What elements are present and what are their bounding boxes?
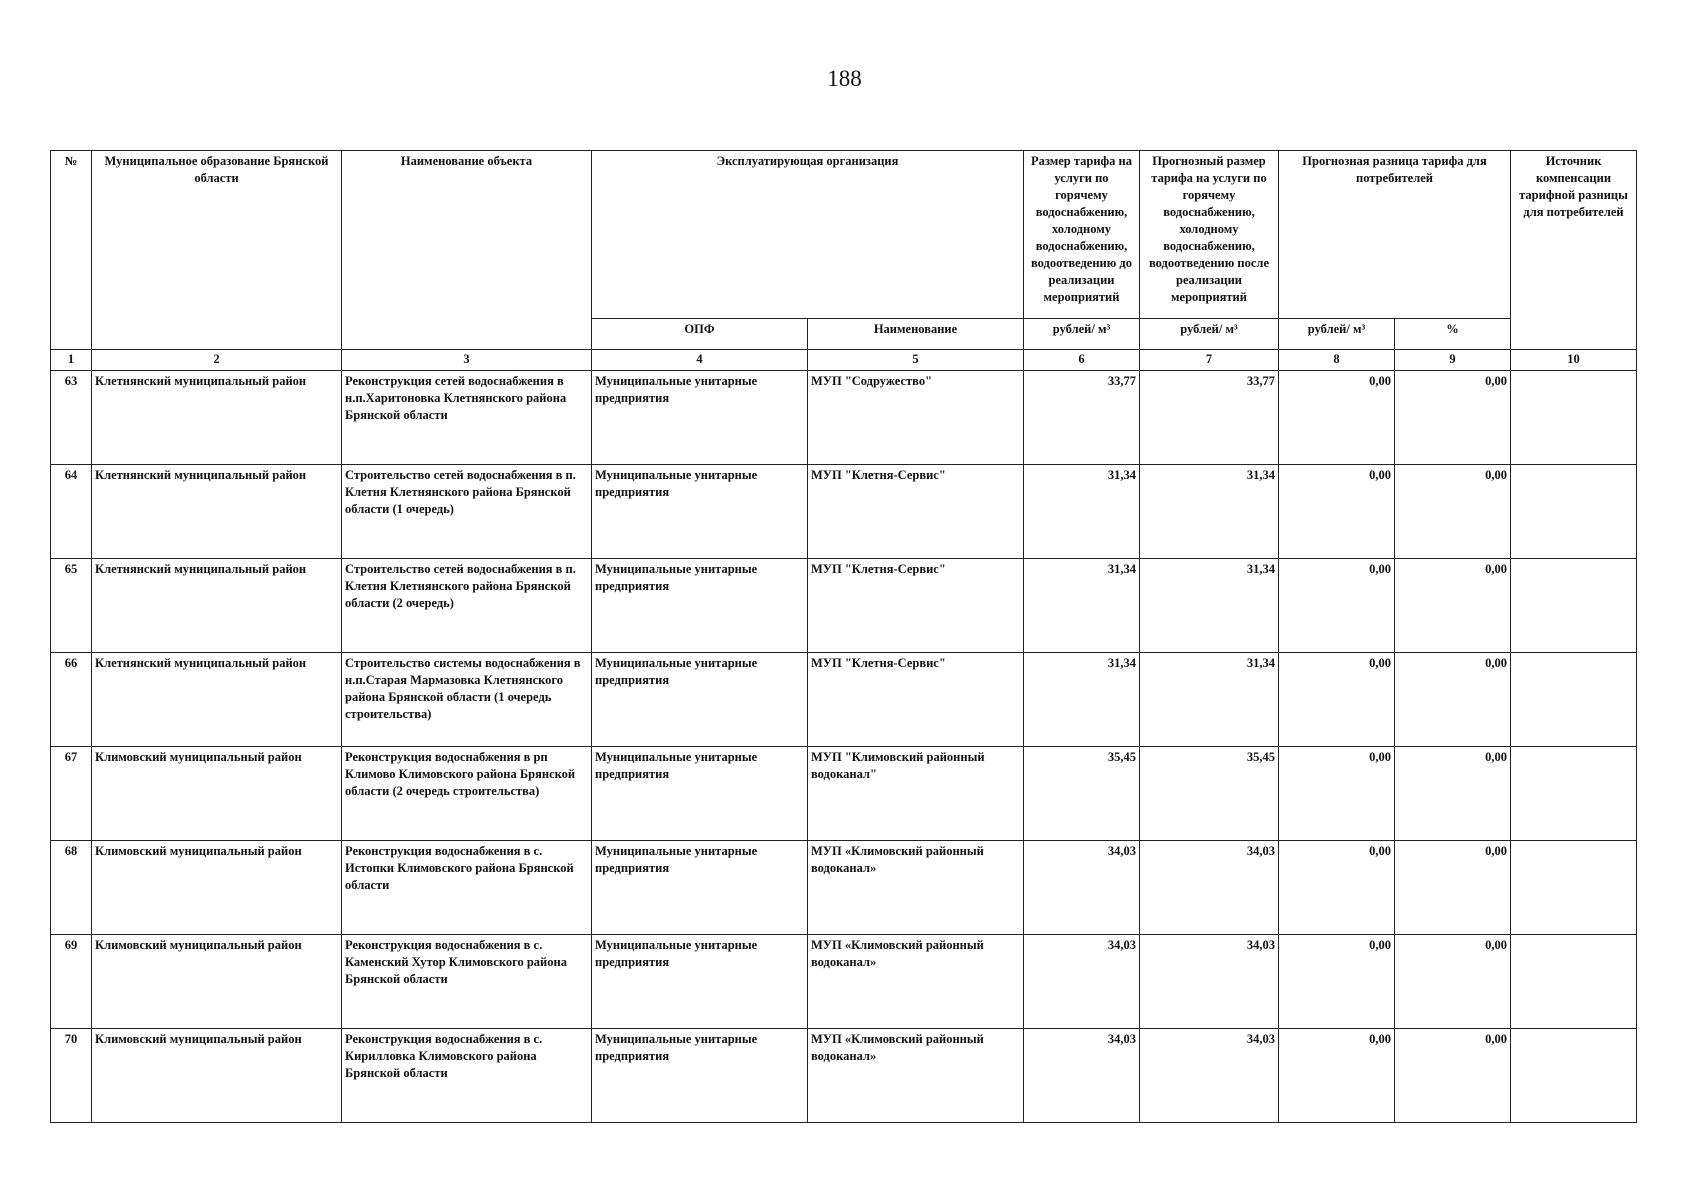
diff-rub-cell: 0,00 <box>1279 653 1395 747</box>
diff-rub-cell: 0,00 <box>1279 465 1395 559</box>
diff-pct-cell: 0,00 <box>1395 371 1511 465</box>
table-row <box>51 935 1637 1029</box>
object-name-cell: Строительство сетей водоснабжения в п. Клетня Клетнянского района Брянской области (1 очередь) <box>342 465 592 559</box>
diff-pct-cell: 0,00 <box>1395 559 1511 653</box>
row-number: 66 <box>51 653 92 747</box>
opf-cell: Муниципальные унитарные предприятия <box>592 1029 808 1123</box>
diff-pct-cell: 0,00 <box>1395 1029 1511 1123</box>
row-number: 63 <box>51 371 92 465</box>
row-number: 64 <box>51 465 92 559</box>
header-row-main <box>51 151 1637 319</box>
header-unit-rub-7: рублей/ м³ <box>1140 319 1279 350</box>
table-row <box>51 747 1637 841</box>
header-org-name: Наименование <box>808 319 1024 350</box>
diff-pct-cell: 0,00 <box>1395 841 1511 935</box>
column-number: 6 <box>1024 350 1140 371</box>
municipality-cell: Клетнянский муниципальный район <box>92 559 342 653</box>
table-row <box>51 1029 1637 1123</box>
table-row <box>51 371 1637 465</box>
opf-cell: Муниципальные унитарные предприятия <box>592 653 808 747</box>
opf-cell: Муниципальные унитарные предприятия <box>592 559 808 653</box>
column-numbers-row <box>51 350 1637 371</box>
table-row <box>51 559 1637 653</box>
source-cell <box>1511 653 1637 747</box>
object-name-cell: Реконструкция водоснабжения в с. Каменский Хутор Климовского района Брянской области <box>342 935 592 1029</box>
header-unit-rub-8: рублей/ м³ <box>1279 319 1395 350</box>
column-number: 1 <box>51 350 92 371</box>
diff-rub-cell: 0,00 <box>1279 1029 1395 1123</box>
header-num: № <box>51 151 92 350</box>
tariff-after-cell: 31,34 <box>1140 559 1279 653</box>
diff-pct-cell: 0,00 <box>1395 653 1511 747</box>
source-cell <box>1511 559 1637 653</box>
tariff-table <box>50 150 1637 1123</box>
tariff-after-cell: 34,03 <box>1140 841 1279 935</box>
page-number: 188 <box>827 66 862 91</box>
municipality-cell: Климовский муниципальный район <box>92 1029 342 1123</box>
diff-rub-cell: 0,00 <box>1279 841 1395 935</box>
tariff-after-cell: 31,34 <box>1140 653 1279 747</box>
object-name-cell: Реконструкция водоснабжения в с. Истопки Климовского района Брянской области <box>342 841 592 935</box>
opf-cell: Муниципальные унитарные предприятия <box>592 841 808 935</box>
object-name-cell: Строительство системы водоснабжения в н.п.Старая Мармазовка Клетнянского района Брянской области (1 очередь строительства) <box>342 653 592 747</box>
object-name-cell: Строительство сетей водоснабжения в п. Клетня Клетнянского района Брянской области (2 очередь) <box>342 559 592 653</box>
organization-cell: МУП "Климовский районный водоканал" <box>808 747 1024 841</box>
diff-rub-cell: 0,00 <box>1279 559 1395 653</box>
opf-cell: Муниципальные унитарные предприятия <box>592 371 808 465</box>
header-tariff-before: Размер тарифа на услуги по горячему водоснабжению, холодному водоснабжению, водоотведению до реализации мероприятий <box>1024 151 1140 319</box>
row-number: 67 <box>51 747 92 841</box>
table-row <box>51 841 1637 935</box>
organization-cell: МУП «Климовский районный водоканал» <box>808 935 1024 1029</box>
source-cell <box>1511 841 1637 935</box>
tariff-after-cell: 34,03 <box>1140 935 1279 1029</box>
row-number: 70 <box>51 1029 92 1123</box>
source-cell <box>1511 371 1637 465</box>
header-unit-pct: % <box>1395 319 1511 350</box>
source-cell <box>1511 747 1637 841</box>
organization-cell: МУП "Клетня-Сервис" <box>808 653 1024 747</box>
tariff-before-cell: 31,34 <box>1024 559 1140 653</box>
header-opf: ОПФ <box>592 319 808 350</box>
row-number: 69 <box>51 935 92 1029</box>
tariff-before-cell: 31,34 <box>1024 465 1140 559</box>
object-name-cell: Реконструкция водоснабжения в рп Климово Климовского района Брянской области (2 очередь строительства) <box>342 747 592 841</box>
header-tariff-after: Прогнозный размер тарифа на услуги по горячему водоснабжению, холодному водоснабжению, водоотведению после реализации мероприятий <box>1140 151 1279 319</box>
column-number: 5 <box>808 350 1024 371</box>
column-number: 2 <box>92 350 342 371</box>
opf-cell: Муниципальные унитарные предприятия <box>592 747 808 841</box>
opf-cell: Муниципальные унитарные предприятия <box>592 935 808 1029</box>
column-number: 8 <box>1279 350 1395 371</box>
column-number: 7 <box>1140 350 1279 371</box>
header-tariff-diff: Прогнозная разница тарифа для потребителей <box>1279 151 1511 319</box>
tariff-before-cell: 33,77 <box>1024 371 1140 465</box>
source-cell <box>1511 1029 1637 1123</box>
tariff-before-cell: 34,03 <box>1024 1029 1140 1123</box>
header-object: Наименование объекта <box>342 151 592 350</box>
diff-rub-cell: 0,00 <box>1279 935 1395 1029</box>
column-number: 9 <box>1395 350 1511 371</box>
tariff-after-cell: 33,77 <box>1140 371 1279 465</box>
tariff-after-cell: 35,45 <box>1140 747 1279 841</box>
municipality-cell: Клетнянский муниципальный район <box>92 653 342 747</box>
organization-cell: МУП «Климовский районный водоканал» <box>808 1029 1024 1123</box>
column-number: 10 <box>1511 350 1637 371</box>
diff-pct-cell: 0,00 <box>1395 747 1511 841</box>
tariff-before-cell: 35,45 <box>1024 747 1140 841</box>
column-number: 3 <box>342 350 592 371</box>
column-number: 4 <box>592 350 808 371</box>
header-unit-rub-6: рублей/ м³ <box>1024 319 1140 350</box>
tariff-before-cell: 34,03 <box>1024 841 1140 935</box>
object-name-cell: Реконструкция сетей водоснабжения в н.п.Харитоновка Клетнянского района Брянской области <box>342 371 592 465</box>
tariff-before-cell: 34,03 <box>1024 935 1140 1029</box>
tariff-before-cell: 31,34 <box>1024 653 1140 747</box>
header-source: Источник компенсации тарифной разницы для потребителей <box>1511 151 1637 350</box>
table-row <box>51 465 1637 559</box>
table-row <box>51 653 1637 747</box>
row-number: 68 <box>51 841 92 935</box>
diff-pct-cell: 0,00 <box>1395 935 1511 1029</box>
municipality-cell: Клетнянский муниципальный район <box>92 371 342 465</box>
row-number: 65 <box>51 559 92 653</box>
organization-cell: МУП "Содружество" <box>808 371 1024 465</box>
tariff-after-cell: 31,34 <box>1140 465 1279 559</box>
source-cell <box>1511 465 1637 559</box>
tariff-after-cell: 34,03 <box>1140 1029 1279 1123</box>
municipality-cell: Климовский муниципальный район <box>92 841 342 935</box>
opf-cell: Муниципальные унитарные предприятия <box>592 465 808 559</box>
diff-rub-cell: 0,00 <box>1279 747 1395 841</box>
organization-cell: МУП "Клетня-Сервис" <box>808 559 1024 653</box>
object-name-cell: Реконструкция водоснабжения в с. Кирилловка Климовского района Брянской области <box>342 1029 592 1123</box>
diff-rub-cell: 0,00 <box>1279 371 1395 465</box>
header-municipality: Муниципальное образование Брянской области <box>92 151 342 350</box>
diff-pct-cell: 0,00 <box>1395 465 1511 559</box>
header-operator: Эксплуатирующая организация <box>592 151 1024 319</box>
municipality-cell: Клетнянский муниципальный район <box>92 465 342 559</box>
municipality-cell: Климовский муниципальный район <box>92 935 342 1029</box>
organization-cell: МУП «Климовский районный водоканал» <box>808 841 1024 935</box>
municipality-cell: Климовский муниципальный район <box>92 747 342 841</box>
organization-cell: МУП "Клетня-Сервис" <box>808 465 1024 559</box>
source-cell <box>1511 935 1637 1029</box>
